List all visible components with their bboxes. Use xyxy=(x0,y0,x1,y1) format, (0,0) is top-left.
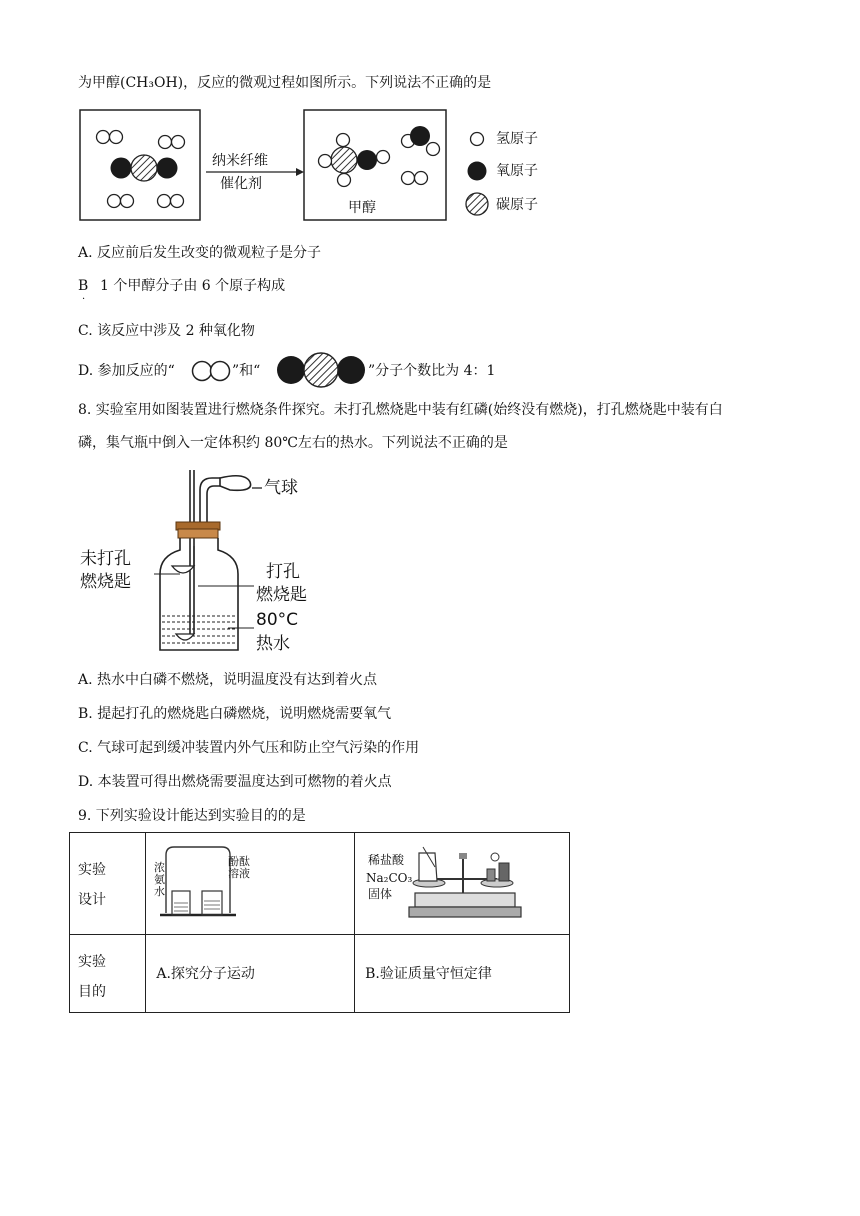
goal-a-cell xyxy=(146,935,355,1013)
arrow-label-bottom: 催化剂 xyxy=(220,176,262,192)
q9-table xyxy=(69,832,570,1013)
q7-option-b-letter: B xyxy=(78,278,89,294)
punched-spoon-label-1: 打孔 xyxy=(266,562,300,582)
q7-option-c: C. 该反应中涉及 2 种氧化物 xyxy=(78,323,255,339)
goal-b: B.验证质量守恒定律 xyxy=(365,966,492,982)
co2-molecule-icon xyxy=(276,350,368,390)
punched-spoon-label-2: 燃烧匙 xyxy=(256,585,307,605)
legend-carbon: 碳原子 xyxy=(496,197,538,213)
row-header-goal: 实验目的 xyxy=(70,935,146,1013)
q7-option-b-dot: · xyxy=(82,294,86,305)
q7-option-d-mid: ”和“ xyxy=(232,363,261,379)
q9-stem: 9. 下列实验设计能达到实验目的的是 xyxy=(78,808,306,824)
q8-option-b: B. 提起打孔的燃烧匙白磷燃烧，说明燃烧需要氧气 xyxy=(78,706,392,722)
goal-b-cell xyxy=(355,935,570,1013)
hydrogen-molecule-icon xyxy=(190,358,232,384)
q7-option-d-suffix: ”分子个数比为 4：1 xyxy=(368,363,496,379)
balloon-label: 气球 xyxy=(264,478,298,498)
q7-intro: 为甲醇(CH₃OH)，反应的微观过程如图所示。下列说法不正确的是 xyxy=(78,75,492,91)
phenolphthalein-label: 酚酞溶液 xyxy=(228,855,250,880)
temperature-label: 80°C xyxy=(256,610,299,630)
reaction-diagram xyxy=(78,108,558,224)
solid-label: 固体 xyxy=(368,887,393,901)
arrow-label-top: 纳米纤维 xyxy=(212,153,268,169)
ammonia-label: 浓氨水 xyxy=(154,861,165,898)
q7-option-a: A. 反应前后发生改变的微观粒子是分子 xyxy=(78,245,322,261)
hcl-label: 稀盐酸 xyxy=(368,853,405,867)
na2co3-label: Na₂CO₃ xyxy=(366,871,413,885)
legend-hydrogen: 氢原子 xyxy=(496,131,538,147)
q8-option-a: A. 热水中白磷不燃烧，说明温度没有达到着火点 xyxy=(78,672,378,688)
row-header-design: 实验设计 xyxy=(70,833,146,935)
legend-oxygen: 氧原子 xyxy=(496,163,538,179)
unpunched-spoon-label-1: 未打孔 xyxy=(80,549,131,569)
q8-stem-line1: 8. 实验室用如图装置进行燃烧条件探究。未打孔燃烧匙中装有红磷(始终没有燃烧)，打孔燃烧匙中装有白 xyxy=(78,402,723,418)
unpunched-spoon-label-2: 燃烧匙 xyxy=(80,572,131,592)
goal-a: A.探究分子运动 xyxy=(156,966,255,982)
balance-experiment-figure xyxy=(405,833,565,933)
combustion-apparatus xyxy=(150,466,350,656)
q8-stem-line2: 磷，集气瓶中倒入一定体积约 80℃左右的热水。下列说法不正确的是 xyxy=(78,435,508,451)
q7-option-b: 1 个甲醇分子由 6 个原子构成 xyxy=(100,278,286,294)
hot-water-label: 热水 xyxy=(256,634,290,654)
ammonia-experiment-figure xyxy=(152,833,302,933)
q7-option-d-prefix: D. 参加反应的“ xyxy=(78,363,175,379)
q8-option-d: D. 本装置可得出燃烧需要温度达到可燃物的着火点 xyxy=(78,774,392,790)
figure-a-cell xyxy=(146,833,355,935)
methanol-label: 甲醇 xyxy=(348,200,376,216)
q8-option-c: C. 气球可起到缓冲装置内外气压和防止空气污染的作用 xyxy=(78,740,420,756)
